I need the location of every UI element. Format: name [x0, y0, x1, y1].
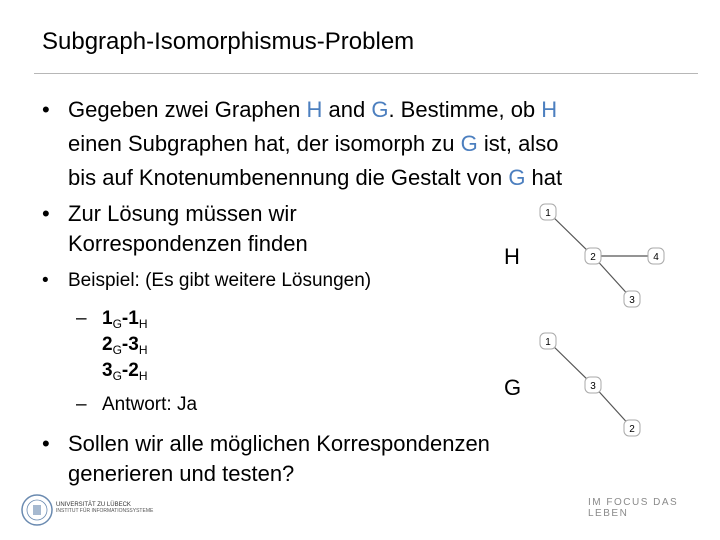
node-label: 1 [545, 208, 551, 219]
graph-H-ref: H [541, 97, 558, 122]
graph-H-label: H [504, 244, 520, 269]
mapping-sub: G [112, 369, 122, 383]
bullet-2-text: Korrespondenzen finden [68, 231, 308, 256]
mapping-num: -2 [121, 360, 139, 381]
university-label: UNIVERSITÄT ZU LÜBECK [56, 502, 131, 508]
answer-text: Antwort: Ja [102, 394, 198, 415]
node-label: 4 [653, 252, 659, 263]
node-label: 2 [590, 252, 596, 263]
bullet-dot: • [42, 270, 49, 291]
graph-G-ref: G [508, 165, 526, 190]
bullet-1-text: ist, also [477, 131, 559, 156]
node-label: 2 [629, 424, 635, 435]
graph-G-label: G [504, 375, 522, 400]
node-H-3 [624, 291, 640, 307]
node-label: 3 [590, 381, 596, 392]
bullet-1-text: hat [525, 165, 563, 190]
node-label: 1 [545, 337, 551, 348]
mapping-sub: H [138, 369, 148, 383]
bullet-1-text: bis auf Knotenumbenennung die Gestalt von [68, 165, 509, 190]
graph-H-ref: H [306, 97, 323, 122]
university-seal-icon [20, 492, 54, 528]
mapping-num: 3 [102, 360, 113, 381]
bullet-dot: • [42, 431, 50, 456]
bullet-dot: • [42, 201, 50, 226]
mapping-num: -1 [121, 308, 139, 329]
dash-marker: – [76, 394, 87, 415]
bullet-2-text: Zur Lösung müssen wir [68, 201, 297, 226]
mapping-sub: G [112, 317, 122, 331]
graph-G-ref: G [371, 97, 389, 122]
mapping-num: 1 [102, 308, 113, 329]
bullet-1-text: and [322, 97, 372, 122]
bullet-1-text: Gegeben zwei Graphen [68, 97, 307, 122]
institute-label: INSTITUT FÜR INFORMATIONSSYSTEME [56, 508, 154, 514]
bullet-dot: • [42, 97, 50, 122]
dash-marker: – [76, 308, 87, 329]
node-H-4 [648, 248, 664, 264]
node-G-1 [540, 333, 556, 349]
node-G-3 [585, 377, 601, 393]
mapping-num: -3 [121, 334, 139, 355]
bullet-1-text: . Bestimme, ob [388, 97, 542, 122]
bullet-4-text: Sollen wir alle möglichen Korrespondenzen [68, 431, 490, 456]
node-H-1 [540, 204, 556, 220]
mapping-sub: H [138, 317, 148, 331]
university-name [56, 502, 153, 514]
graph-G-ref: G [460, 131, 478, 156]
node-H-2 [585, 248, 601, 264]
footer-slogan: IM FOCUS DAS LEBEN [588, 497, 679, 519]
node-label: 3 [629, 295, 635, 306]
slide-title: Subgraph-Isomorphismus-Problem [42, 28, 415, 55]
bullet-1-text: einen Subgraphen hat, der isomorph zu [68, 131, 461, 156]
node-G-2 [624, 420, 640, 436]
mapping-sub: H [138, 343, 148, 357]
mapping-sub: G [112, 343, 122, 357]
bullet-4-text: generieren und testen? [68, 461, 295, 486]
mapping-num: 2 [102, 334, 113, 355]
bullet-3-text: Beispiel: (Es gibt weitere Lösungen) [68, 270, 372, 291]
